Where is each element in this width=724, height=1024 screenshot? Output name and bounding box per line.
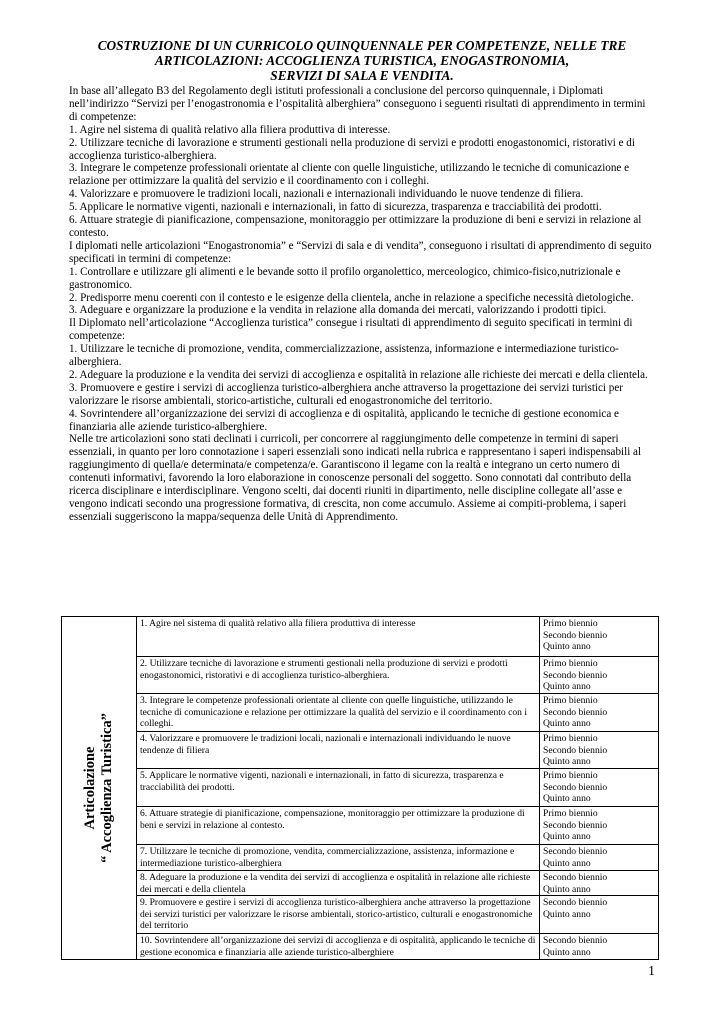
list-item: 2. Predisporre menu coerenti con il contesto e le esigenze della clientela, anche in relazione a specifiche necessità dietologiche. <box>69 291 634 304</box>
articolazione-label-line: Articolazione <box>82 746 98 830</box>
table-row <box>62 657 659 694</box>
period-label: Primo biennio <box>543 770 598 781</box>
list-item: 1. Utilizzare le tecniche di promozione, vendita, commercializzazione, assistenza, informazione e intermediazione turistico-alberghiera. <box>69 343 619 369</box>
period-label: Primo biennio <box>543 808 598 819</box>
intro-paragraph: In base all’allegato B3 del Regolamento degli istituti professionali a conclusione del percorso quinquennale, i Diplomati nell’indirizzo “Servizi per l’enogastronomia e l’ospitalità alberghiera” conseguono i seguenti risultati di apprendimento in termini di competenze: <box>69 85 646 123</box>
competence-cell: 10. Sovrintendere all’organizzazione dei servizi di accoglienza e di ospitalità, applicando le tecniche di gestione economica e finanziaria alle aziende turistico-alberghiere <box>137 934 540 960</box>
paragraph: Il Diplomato nell’articolazione “Accoglienza turistica” consegue i risultati di apprendimento di seguito specificati in termini di competenze: <box>69 317 633 343</box>
period-label: Secondo biennio <box>543 706 608 718</box>
period-label: Quinto anno <box>543 793 591 805</box>
period-label: Secondo biennio <box>543 935 608 947</box>
period-cell <box>540 871 659 896</box>
period-label: Quinto anno <box>543 857 591 869</box>
period-label: Primo biennio <box>543 658 598 669</box>
period-cell <box>540 845 659 871</box>
table-row <box>62 694 659 732</box>
competence-cell: 9. Promuovere e gestire i servizi di accoglienza turistico-alberghiera anche attraverso la progettazione dei servizi turistici per valorizzare le risorse ambientali, storico-artistico, culturali e enogastronomiche del territorio <box>137 896 540 934</box>
table-row <box>62 617 659 657</box>
table-row <box>62 769 659 807</box>
period-label: Quinto anno <box>543 908 591 920</box>
list-item: 6. Attuare strategie di pianificazione, compensazione, monitoraggio per ottimizzare la produzione di beni e servizi in relazione al contesto. <box>69 214 642 239</box>
period-cell <box>540 934 659 960</box>
period-label: Secondo biennio <box>543 629 608 641</box>
period-label: Quinto anno <box>543 756 591 768</box>
competence-table <box>61 616 659 960</box>
table-row <box>62 896 659 934</box>
period-cell <box>540 769 659 807</box>
list-item: 4. Sovrintendere all’organizzazione dei servizi di accoglienza e di ospitalità, applicando le tecniche di gestione economica e finanziaria alle aziende turistico-alberghiere. <box>69 407 619 433</box>
list-item: 3. Promuovere e gestire i servizi di accoglienza turistico-alberghiera anche attraverso la progettazione dei servizi turistici per valorizzare le risorse ambientali, storico-artistiche, culturali ed enogastronomiche del territorio. <box>69 381 623 407</box>
list-item: 1. Agire nel sistema di qualità relativo alla filiera produttiva di interesse. <box>69 123 391 136</box>
table-row <box>62 934 659 960</box>
competence-cell: 4. Valorizzare e promuovere le tradizioni locali, nazionali e internazionali individuando le nuove tendenze di filiera <box>137 732 540 769</box>
period-cell <box>540 896 659 934</box>
period-label: Quinto anno <box>543 718 591 730</box>
competence-cell: 6. Attuare strategie di pianificazione, compensazione, monitoraggio per ottimizzare la produzione di beni e servizi in relazione al contesto. <box>137 807 540 845</box>
competence-cell: 2. Utilizzare tecniche di lavorazione e strumenti gestionali nella produzione di servizi e prodotti enogastonomici, ristorativi e di accoglienza turistico-alberghiera. <box>137 657 540 694</box>
list-item: 5. Applicare le normative vigenti, nazionali e internazionali, in fatto di sicurezza, trasparenza e tracciabilità dei prodotti. <box>69 201 602 214</box>
table-row <box>62 807 659 845</box>
articolazione-label-cell <box>62 617 137 960</box>
title-line: ARTICOLAZIONI: ACCOGLIENZA TURISTICA, ENOGASTRONOMIA, <box>154 53 570 68</box>
period-label: Secondo biennio <box>543 897 608 909</box>
list-item: 1. Controllare e utilizzare gli alimenti e le bevande sotto il profilo organolettico, merceologico, chimico-fisico,nutrizionale e gastronomico. <box>69 265 621 291</box>
period-label: Secondo biennio <box>543 744 608 756</box>
period-cell <box>540 694 659 732</box>
period-label: Secondo biennio <box>543 819 608 831</box>
title-line: SERVIZI DI SALA E VENDITA. <box>270 68 454 83</box>
period-label: Quinto anno <box>543 681 591 693</box>
table-row <box>62 732 659 769</box>
list-item: 3. Adeguare e organizzare la produzione e la vendita in relazione alla domanda dei mercati, valorizzando i prodotti tipici. <box>69 304 607 317</box>
articolazione-label-line: “ Accoglienza Turistica” <box>99 713 115 864</box>
period-cell <box>540 807 659 845</box>
period-label: Quinto anno <box>543 946 591 958</box>
period-label: Quinto anno <box>543 831 591 843</box>
period-label: Quinto anno <box>543 883 591 895</box>
period-cell <box>540 657 659 694</box>
list-item: 4. Valorizzare e promuovere le tradizioni locali, nazionali e internazionali individuando le nuove tendenze di filiera. <box>69 188 584 201</box>
period-label: Primo biennio <box>543 695 598 706</box>
competence-cell: 7. Utilizzare le tecniche di promozione, vendita, commercializzazione, assistenza, informazione e intermediazione turistico-alberghiera <box>137 845 540 871</box>
competence-cell: 8. Adeguare la produzione e la vendita dei servizi di accoglienza e ospitalità in relazione alle richieste dei mercati e della clientela <box>137 871 540 896</box>
period-label: Quinto anno <box>543 641 591 653</box>
list-item: 3. Integrare le competenze professionali orientate al cliente con quelle linguistiche, utilizzando le tecniche di comunicazione e relazione per ottimizzare la qualità del servizio e il coordinamento con i colleghi. <box>69 162 629 188</box>
table-row <box>62 871 659 896</box>
list-item: 2. Adeguare la produzione e la vendita dei servizi di accoglienza e ospitalità in relazione alle richieste dei mercati e della clientela. <box>69 368 648 381</box>
document-page <box>69 38 655 524</box>
competence-cell: 5. Applicare le normative vigenti, nazionali e internazionali, in fatto di sicurezza, trasparenza e tracciabilità dei prodotti. <box>137 769 540 807</box>
document-body <box>69 85 655 524</box>
articolazione-label <box>82 713 116 863</box>
document-title <box>69 38 655 83</box>
period-label: Secondo biennio <box>543 846 608 857</box>
competence-cell: 3. Integrare le competenze professionali orientate al cliente con quelle linguistiche, utilizzando le tecniche di comunicazione e relazione per ottimizzare la qualità del servizio e il coordinamento con i colleghi. <box>137 694 540 732</box>
competence-cell: 1. Agire nel sistema di qualità relativo alla filiera produttiva di interesse <box>137 617 540 657</box>
period-label: Secondo biennio <box>543 872 608 883</box>
period-label: Primo biennio <box>543 733 598 744</box>
paragraph: I diplomati nelle articolazioni “Enogastronomia” e “Servizi di sala e di vendita”, conseguono i risultati di apprendimento di seguito specificati in termini di competenze: <box>69 239 652 265</box>
list-item: 2. Utilizzare tecniche di lavorazione e strumenti gestionali nella produzione di servizi e prodotti enogastonomici, ristorativi e di accoglienza turistico-alberghiera. <box>69 136 635 162</box>
page-number: 1 <box>648 964 655 979</box>
period-label: Secondo biennio <box>543 781 608 793</box>
title-line: COSTRUZIONE DI UN CURRICOLO QUINQUENNALE PER COMPETENZE, NELLE TRE <box>97 38 627 53</box>
period-label: Secondo biennio <box>543 669 608 681</box>
paragraph: Nelle tre articolazioni sono stati declinati i curricoli, per concorrere al raggiungimento delle competenze in termini di saperi essenziali, in quanto per loro connotazione i saperi essenziali sono indicati nella rubrica e rappresentano i saperi indispensabili al raggiungimento di quella/e determinata/e competenza/e. Garantiscono il legame con la realtà e integrano un certo numero di contenuti informativi, favorendo la loro elaborazione in conoscenze personali del soggetto. Sono connotati dal contributo della ricerca disciplinare e interdisciplinare. Vengono scelti, dai docenti riuniti in dipartimento, nelle discipline collegate all’asse e vengono indicati secondo una progressione formativa, di crescita, non come accumulo. Assieme ai compiti-problema, i saperi essenziali suggeriscono la mappa/sequenza delle Unità di Apprendimento. <box>69 433 642 523</box>
table-row <box>62 845 659 871</box>
period-cell <box>540 617 659 657</box>
period-cell <box>540 732 659 769</box>
period-label: Primo biennio <box>543 618 598 629</box>
